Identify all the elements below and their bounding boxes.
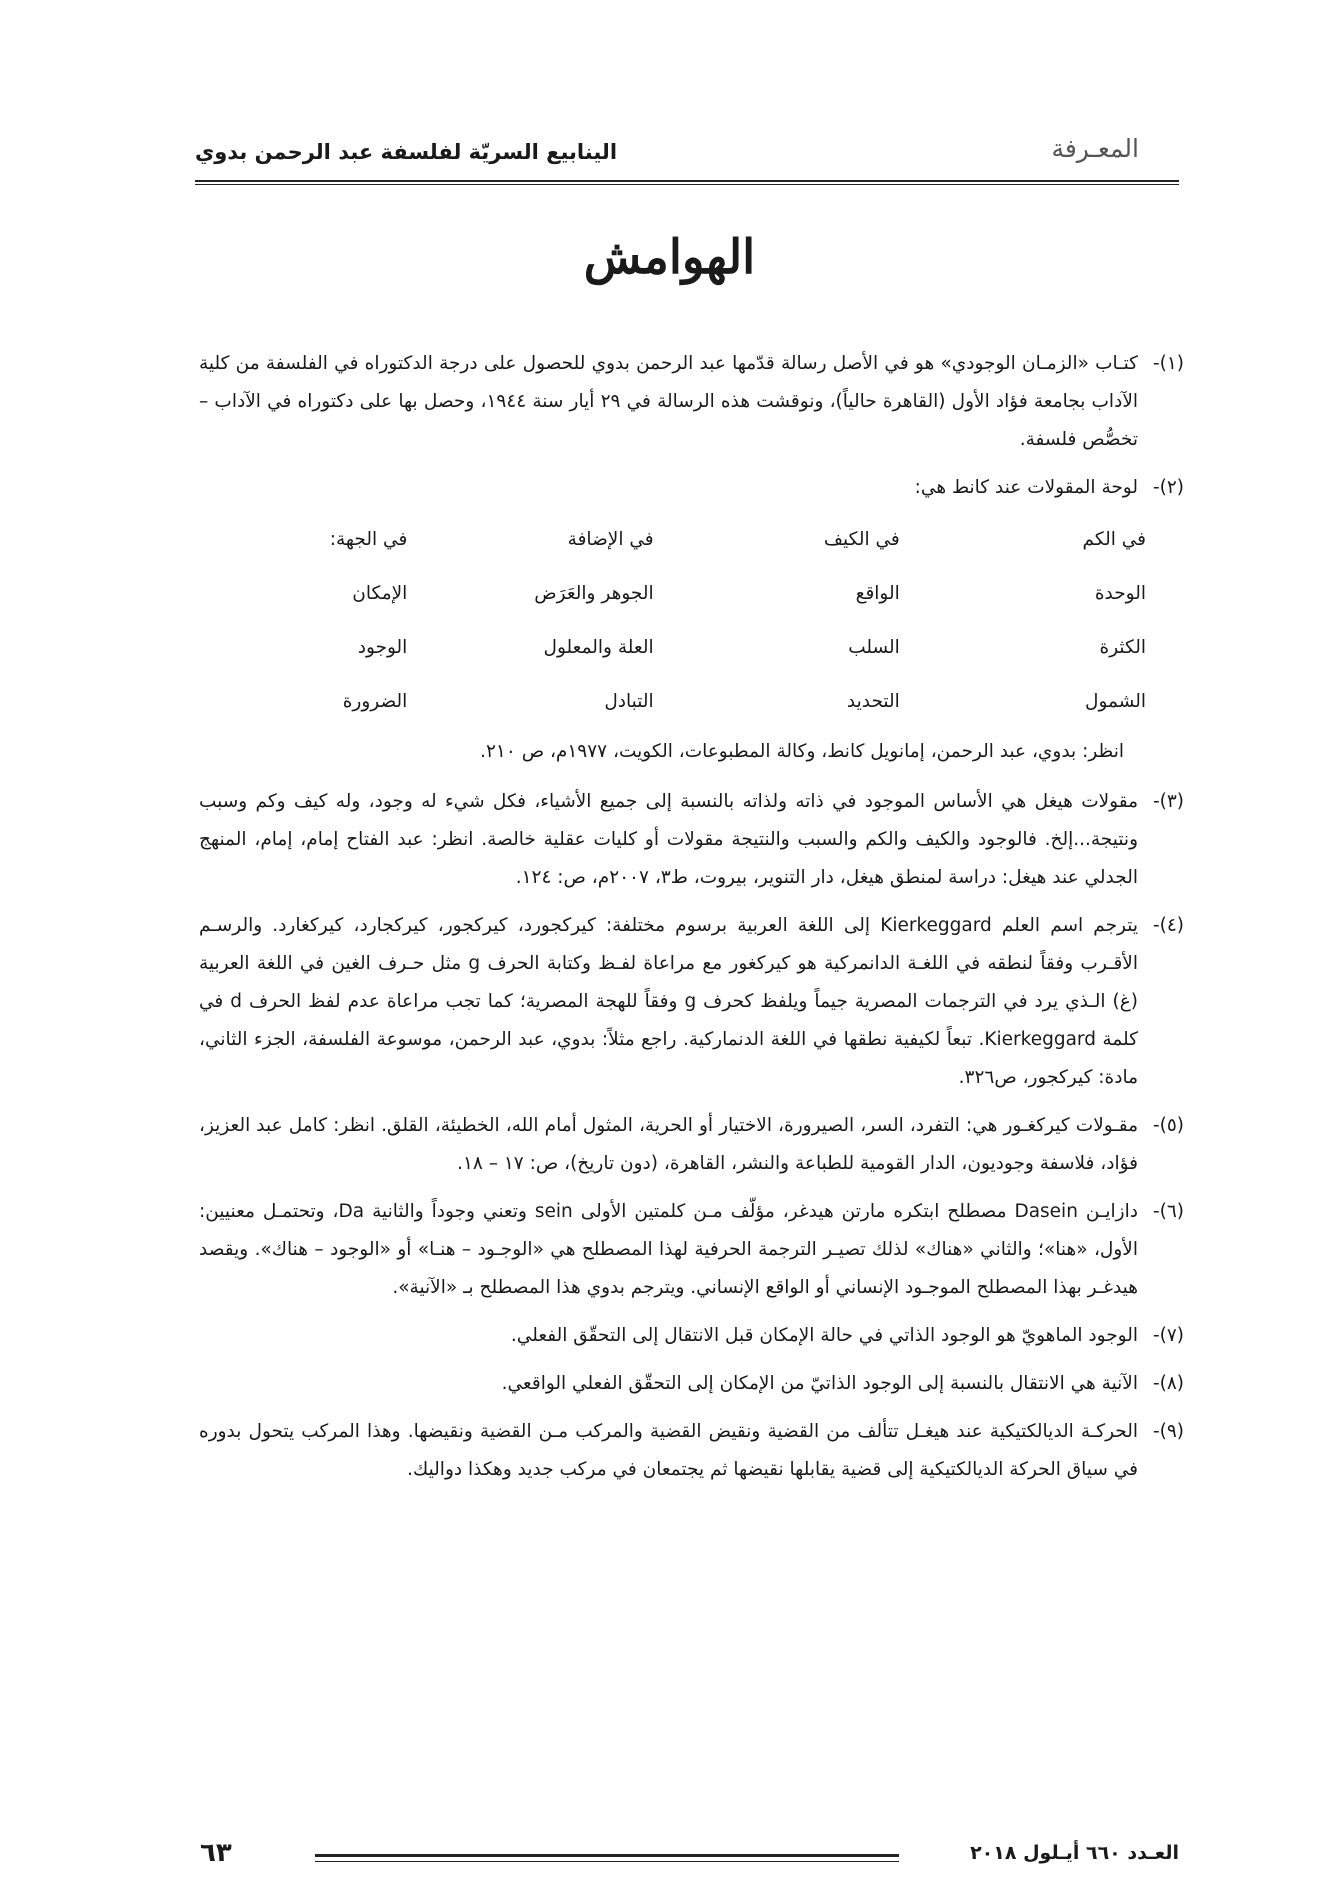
- page-header: [195, 130, 1139, 170]
- footnote-5: [199, 1107, 1184, 1183]
- footnotes: [199, 345, 1184, 1499]
- table-cell: الوحدة: [1094, 583, 1146, 604]
- footnote-2: [199, 469, 1184, 507]
- table-cell: العلة والمعلول: [543, 637, 654, 658]
- page-footer: [200, 1838, 1179, 1882]
- table-cell: الواقع: [855, 583, 900, 604]
- footer-rule: [315, 1854, 899, 1857]
- footnote-6: [199, 1193, 1184, 1307]
- table-cell: الكثرة: [1099, 637, 1146, 658]
- footnote-text: الوجود الماهويّ هو الوجود الذاتي في حالة الإمكان قبل الانتقال إلى التحقّق الفعلي.: [510, 1325, 1138, 1346]
- table-cell: الجوهر والعَرَض: [534, 583, 654, 604]
- categories-header: في الجهة:: [329, 529, 408, 550]
- footnote-text: الآنية هي الانتقال بالنسبة إلى الوجود الذاتيّ من الإمكان إلى التحقّق الفعلي الواقعي.: [501, 1373, 1138, 1394]
- footer-rule-thin: [315, 1861, 899, 1862]
- categories-header-row: [199, 513, 1184, 567]
- footnote-text: لوحة المقولات عند كانط هي:: [914, 477, 1138, 498]
- categories-header: في الإضافة: [567, 529, 654, 550]
- table-cell: الإمكان: [352, 583, 408, 604]
- footnote-number: (٨)-: [1152, 1373, 1184, 1394]
- footnote-7: [199, 1317, 1184, 1355]
- footnote-3: [199, 783, 1184, 897]
- footnote-text: الحركـة الديالكتيكية عند هيغـل تتألف من القضية ونقيض القضية والمركب مـن القضية ونقيضها. وهذا المركب يتحول بدوره في سياق الحركة الديالكتيكية إلى قضية يقابلها نقيضها ثم يجتمعان في مركب جديد وهكذا دواليك.: [199, 1421, 1138, 1480]
- footnote-number: (٩)-: [1152, 1421, 1184, 1442]
- footnote-8: [199, 1365, 1184, 1403]
- footnote-text: مقـولات كيركغـور هي: التفرد، السر، الصيرورة، الاختيار أو الحرية، المثول أمام الله، الخطيئة، القلق. انظر: كامل عبد العزيز، فؤاد، فلاسفة وجوديون، الدار القومية للطباعة والنشر، القاهرة، (دون تاريخ)، ص: ١٧ – ١٨.: [199, 1115, 1138, 1174]
- footnote-9: [199, 1413, 1184, 1489]
- footnote-number: (٦)-: [1152, 1201, 1184, 1222]
- section-title: الهوامش: [583, 230, 756, 285]
- table-row: [199, 621, 1184, 675]
- categories-table: [199, 513, 1184, 729]
- footnote-text: مقولات هيغل هي الأساس الموجود في ذاته ولذاته بالنسبة إلى جميع الأشياء، فكل شيء له وجود، وله كيف وكم وسبب ونتيجة...إلخ. فالوجود والكيف والكم والسبب والنتيجة مقولات أو كليات عقلية خالصة. انظر: عبد الفتاح إمام، إمام، المنهج الجدلي عند هيغل: دراسة لمنطق هيغل، دار التنوير، بيروت، ط٣، ٢٠٠٧م، ص: ١٢٤.: [199, 791, 1138, 888]
- table-cell: الشمول: [1085, 691, 1146, 712]
- page-number: ٦٣: [200, 1838, 232, 1868]
- footnote-number: (١)-: [1152, 353, 1184, 374]
- running-title: الينابيع السريّة لفلسفة عبد الرحمن بدوي: [195, 140, 618, 164]
- footnote-1: [199, 345, 1184, 459]
- issue-info: العـدد ٦٦٠ أيـلول ٢٠١٨: [970, 1842, 1179, 1864]
- footnote-number: (٢)-: [1152, 477, 1184, 498]
- footnote-number: (٤)-: [1152, 915, 1184, 936]
- journal-logo: المعـرفة: [1051, 134, 1139, 163]
- categories-header: في الكيف: [823, 529, 900, 550]
- footnote-number: (٥)-: [1152, 1115, 1184, 1136]
- table-row: [199, 567, 1184, 621]
- footnote-text: يترجم اسم العلم Kierkeggard إلى اللغة العربية برسوم مختلفة: كيركجورد، كيركجور، كيركجارد، كيركغارد. والرسـم الأقـرب وفقاً لنطقه في اللغـة الدانمركية هو كيركغور مع مراعاة لفـظ وكتابة الحرف g مثل حـرف الغين في اللغة العربية (غ) الـذي يرد في الترجمات المصرية جيماً ويلفظ كحرف g وفقاً للهجة المصرية؛ كما تجب مراعاة عدم لفظ الحرف d في كلمة Kierkeggard. تبعاً لكيفية نطقها في اللغة الدنماركية. راجع مثلاً: بدوي، عبد الرحمن، موسوعة الفلسفة، الجزء الثاني، مادة: كيركجور، ص٣٢٦.: [199, 915, 1139, 1088]
- table-cell: الوجود: [357, 637, 408, 658]
- table-cell: التبادل: [604, 691, 654, 712]
- footnote-number: (٣)-: [1152, 791, 1184, 812]
- categories-header: في الكم: [1082, 529, 1146, 550]
- footnote-text: كتـاب «الزمـان الوجودي» هو في الأصل رسالة قدّمها عبد الرحمن بدوي للحصول على درجة الدكتوراه في الفلسفة من كلية الآداب بجامعة فؤاد الأول (القاهرة حالياً)، ونوقشت هذه الرسالة في ٢٩ أيار سنة ١٩٤٤، وحصل بها على دكتوراه في الآداب – تخصُّص فلسفة.: [199, 353, 1139, 450]
- categories-source: انظر: بدوي، عبد الرحمن، إمانويل كانط، وكالة المطبوعات، الكويت، ١٩٧٧م، ص ٢١٠.: [480, 741, 1124, 762]
- footnote-number: (٧)-: [1152, 1325, 1184, 1346]
- header-rule-thin: [195, 184, 1179, 185]
- table-row: [199, 675, 1184, 729]
- table-cell: الضرورة: [342, 691, 408, 712]
- table-cell: السلب: [848, 637, 900, 658]
- footnote-4: [199, 907, 1184, 1097]
- table-cell: التحديد: [846, 691, 900, 712]
- header-rule: [195, 180, 1179, 182]
- footnote-text: دازايـن Dasein مصطلح ابتكره مارتن هيدغر، مؤلّف مـن كلمتين الأولى sein وتعني وجوداً والثانية Da، وتحتمـل معنيين: الأول، «هنا»؛ والثاني «هناك» لذلك تصيـر الترجمة الحرفية لهذا المصطلح هي «الوجـود – هنـا» أو «الوجود – هناك». ويقصد هيدغـر بهذا المصطلح الموجـود الإنساني أو الواقع الإنساني. ويترجم بدوي هذا المصطلح بـ «الآنية».: [199, 1201, 1138, 1298]
